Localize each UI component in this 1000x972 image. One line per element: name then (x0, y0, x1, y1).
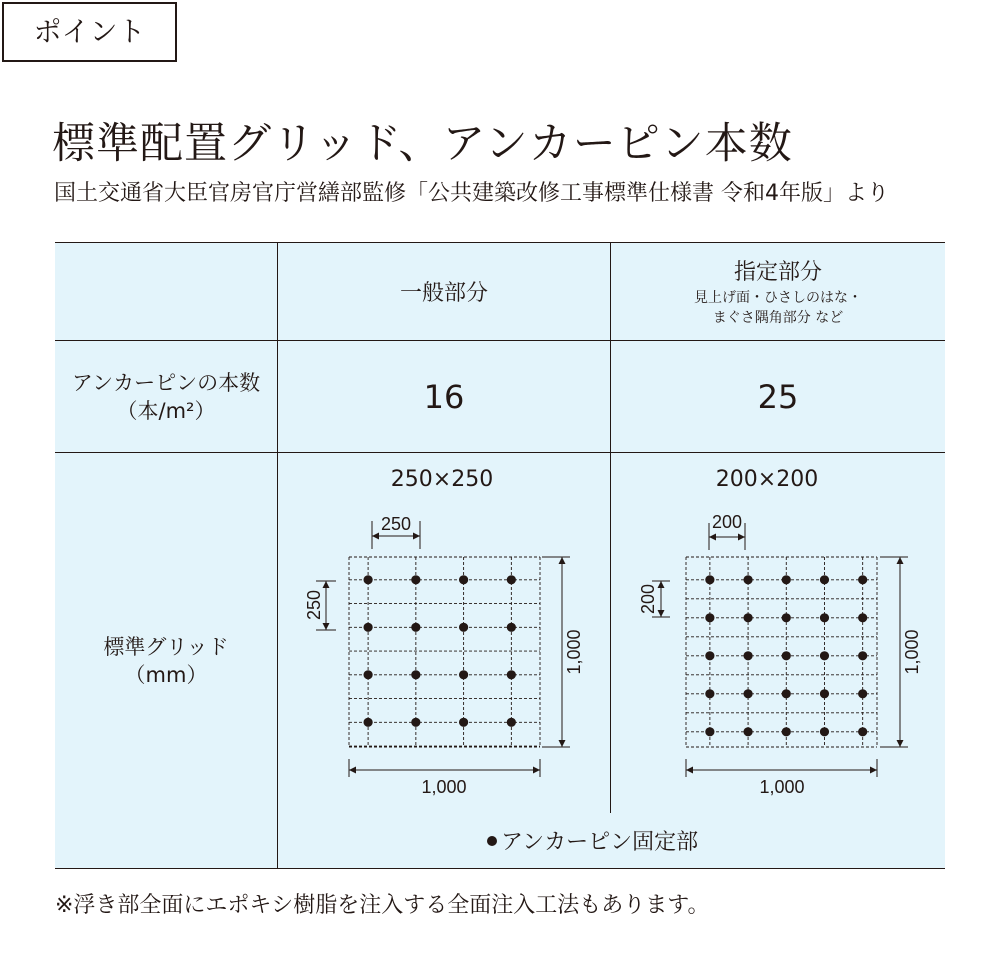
row-label-unit: （mm） (124, 662, 208, 687)
row-label-text: 標準グリッド (103, 634, 229, 659)
grid-caption-general: 250×250 (390, 467, 494, 492)
pin-count-general: 16 (423, 377, 465, 416)
spacing-label-vertical: 250 (304, 589, 324, 621)
spacing-label: 250 (380, 514, 412, 534)
point-badge: ポイント (2, 2, 177, 62)
header-designated-note: 見上げ面・ひさしのはな・ (694, 290, 862, 306)
row-label-text: アンカーピンの本数 (71, 370, 261, 395)
anchor-pin-icon (487, 836, 497, 846)
source-note: 国土交通省大臣官房官庁営繕部監修「公共建築改修工事標準仕様書 令和4年版」より (54, 181, 889, 206)
spacing-label-vertical: 200 (638, 583, 658, 615)
header-designated-label: 指定部分 (733, 260, 822, 285)
total-label-vertical: 1,000 (902, 629, 922, 675)
header-designated (611, 243, 945, 340)
total-label-vertical: 1,000 (564, 629, 584, 675)
legend-label: アンカーピン固定部 (501, 830, 699, 855)
legend (487, 825, 698, 856)
footnote: ※浮き部全面にエポキシ樹脂を注入する全面注入工法もあります。 (55, 893, 710, 918)
row-label-unit: （本/m²） (116, 398, 216, 423)
pin-count-designated: 25 (757, 377, 799, 416)
row-label-pin-count (55, 341, 277, 452)
grid-caption-designated: 200×200 (715, 467, 819, 492)
spec-table (55, 242, 945, 869)
row-label-grid (55, 453, 277, 868)
page-title: 標準配置グリッド、アンカーピン本数 (52, 119, 793, 169)
header-general-label: 一般部分 (399, 281, 488, 306)
spacing-label: 200 (711, 512, 743, 532)
total-label: 1,000 (759, 777, 805, 797)
header-general (278, 243, 610, 340)
total-label: 1,000 (421, 777, 467, 797)
header-designated-note: まぐさ隅角部分 など (712, 310, 844, 326)
